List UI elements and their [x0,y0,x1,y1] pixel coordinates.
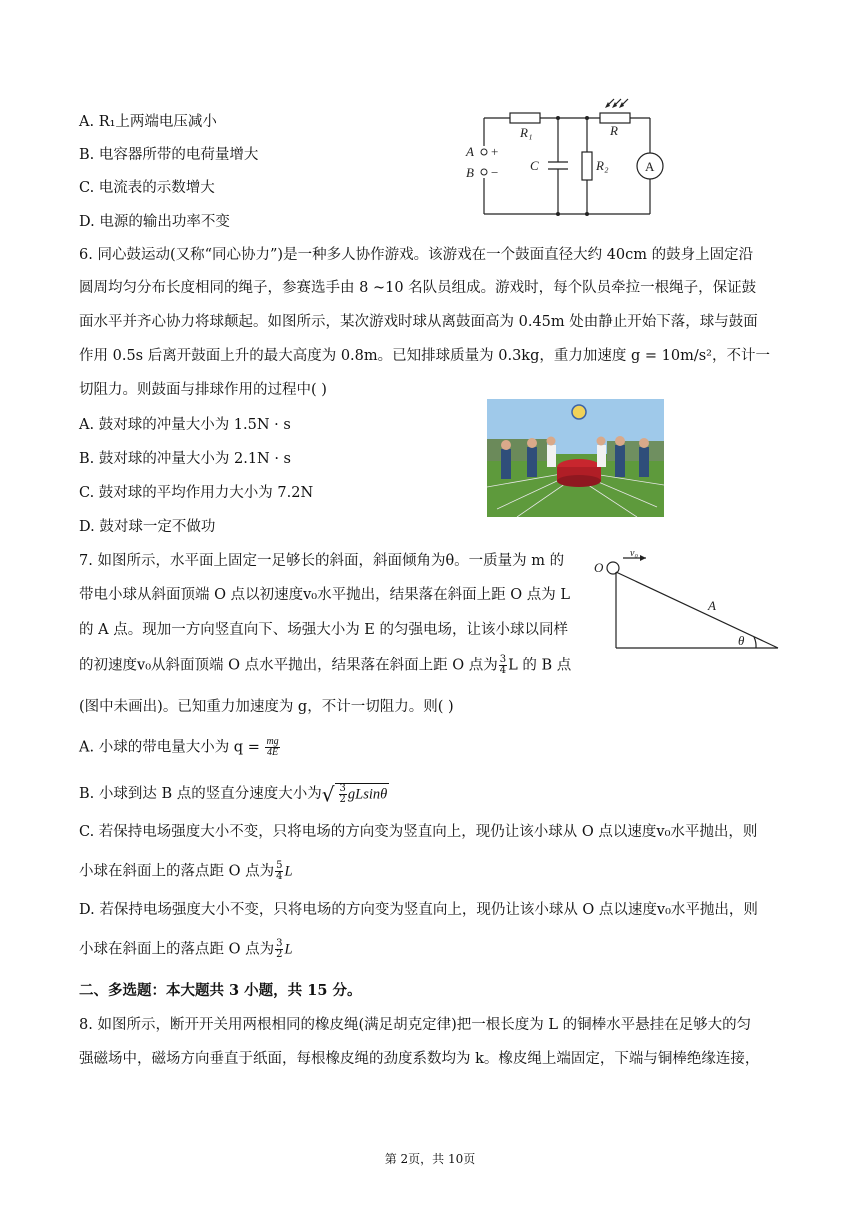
q7-stem-line-1: 7. 如图所示，水平面上固定一足够长的斜面，斜面倾角为θ。一质量为 m 的 [79,553,565,569]
label-r1: R₁ [520,125,533,140]
q7-option-b: B. 小球到达 B 点的竖直分速度大小为√ $\frac{3}{2}$ gLsinθ [79,782,388,807]
label-c: C [530,158,539,173]
fraction-mg-over-4e: $\frac{mg}{4E}$ [266,736,279,758]
q6-stem-line-4: 作用 0.5s 后离开鼓面上升的最大高度为 0.8m。已知排球质量为 0.3kg，重力加速度 g = 10m/s²，不计一 [79,348,770,364]
section-2-heading: 二、多选题：本大题共 3 小题，共 15 分。 [79,982,362,999]
circuit-diagram [462,90,672,220]
q7-option-d-line-1: D. 若保持电场强度大小不变，只将电场的方向变为竖直向上，现仍让该小球从 O 点以速度v₀水平抛出，则 [79,902,758,918]
page-footer: 第 2页，共 10页 [384,1152,476,1166]
q6-option-c: C. 鼓对球的平均作用力大小为 7.2N [79,485,314,501]
label-terminal-b: B [466,165,474,180]
q5-option-d: D. 电源的输出功率不变 [79,214,230,230]
label-r: R [610,123,618,138]
drum-game-photo [487,399,664,517]
incline-diagram [588,550,784,654]
resistor-r2 [582,152,592,180]
q5-option-c: C. 电流表的示数增大 [79,180,215,196]
q8-stem-line-1: 8. 如图所示，断开开关用两根相同的橡皮绳(满足胡克定律)把一根长度为 L 的铜棒水平悬挂在足够大的匀 [79,1017,752,1033]
q6-stem-line-2: 圆周均匀分布长度相同的绳子，参赛选手由 8 ~10 名队员组成。游戏时，每个队员牵拉一根绳子，保证鼓 [79,280,757,296]
label-theta: θ [738,633,745,648]
q8-stem-line-2: 强磁场中，磁场方向垂直于纸面，每根橡皮绳的劲度系数均为 k。橡皮绳上端固定，下端与铜棒绝缘连接， [79,1051,760,1067]
q7-option-c-line-2: 小球在斜面上的落点距 O 点为 $\frac{5}{4}$ L [79,860,293,882]
label-o: O [594,560,604,575]
q7-stem-line-4: 的初速度v₀从斜面顶端 O 点水平抛出，结果落在斜面上距 O 点为 $\frac{3}{4}$ L 的 B 点 [79,654,572,676]
fraction-three-halves-d: $\frac{3}{2}$ [276,938,283,960]
q6-stem-line-5: 切阻力。则鼓面与排球作用的过程中( ) [79,382,327,398]
resistor-r1 [510,113,540,123]
square-root-expression: √ $\frac{3}{2}$ gLsinθ [321,782,388,807]
fraction-three-quarters: $\frac{3}{4}$ [499,654,507,676]
q6-option-a: A. 鼓对球的冲量大小为 1.5N · s [79,417,291,433]
label-minus: − [491,165,499,180]
label-terminal-a: A [466,144,474,159]
q7-stem-line-5: (图中未画出)。已知重力加速度为 g，不计一切阻力。则( ) [79,699,454,715]
q7-option-c-line-1: C. 若保持电场强度大小不变，只将电场的方向变为竖直向上，现仍让该小球从 O 点以速度v₀水平抛出，则 [79,824,758,840]
q5-option-a: A. R₁上两端电压减小 [79,114,217,130]
q6-option-b: B. 鼓对球的冲量大小为 2.1N · s [79,451,291,467]
label-v0: v₀ [630,550,638,559]
fraction-three-halves: $\frac{3}{2}$ [339,783,346,805]
label-a: A [708,598,716,613]
label-r2: R₂ [596,158,609,173]
q6-stem-line-3: 面水平并齐心协力将球颠起。如图所示，某次游戏时球从离鼓面高为 0.45m 处由静止开始下落，球与鼓面 [79,314,758,330]
label-plus: + [491,144,499,159]
label-ammeter: A [645,159,655,174]
q5-option-b: B. 电容器所带的电荷量增大 [79,147,259,163]
ball [607,562,619,574]
resistor-r [600,113,630,123]
q7-stem-line-2: 带电小球从斜面顶端 O 点以初速度v₀水平抛出，结果落在斜面上距 O 点为 L [79,587,570,603]
q6-stem-line-1: 6. 同心鼓运动(又称“同心协力”)是一种多人协作游戏。该游戏在一个鼓面直径大约 40cm 的鼓身上固定沿 [79,247,754,263]
q7-option-a: A. 小球的带电量大小为 q = $\frac{mg}{4E}$ [79,736,279,758]
q6-option-d: D. 鼓对球一定不做功 [79,519,216,535]
q7-stem-line-3: 的 A 点。现加一方向竖直向下、场强大小为 E 的匀强电场，让该小球以同样 [79,622,568,638]
q7-option-d-line-2: 小球在斜面上的落点距 O 点为 $\frac{3}{2}$ L [79,938,293,960]
fraction-five-quarters: $\frac{5}{4}$ [276,860,283,882]
